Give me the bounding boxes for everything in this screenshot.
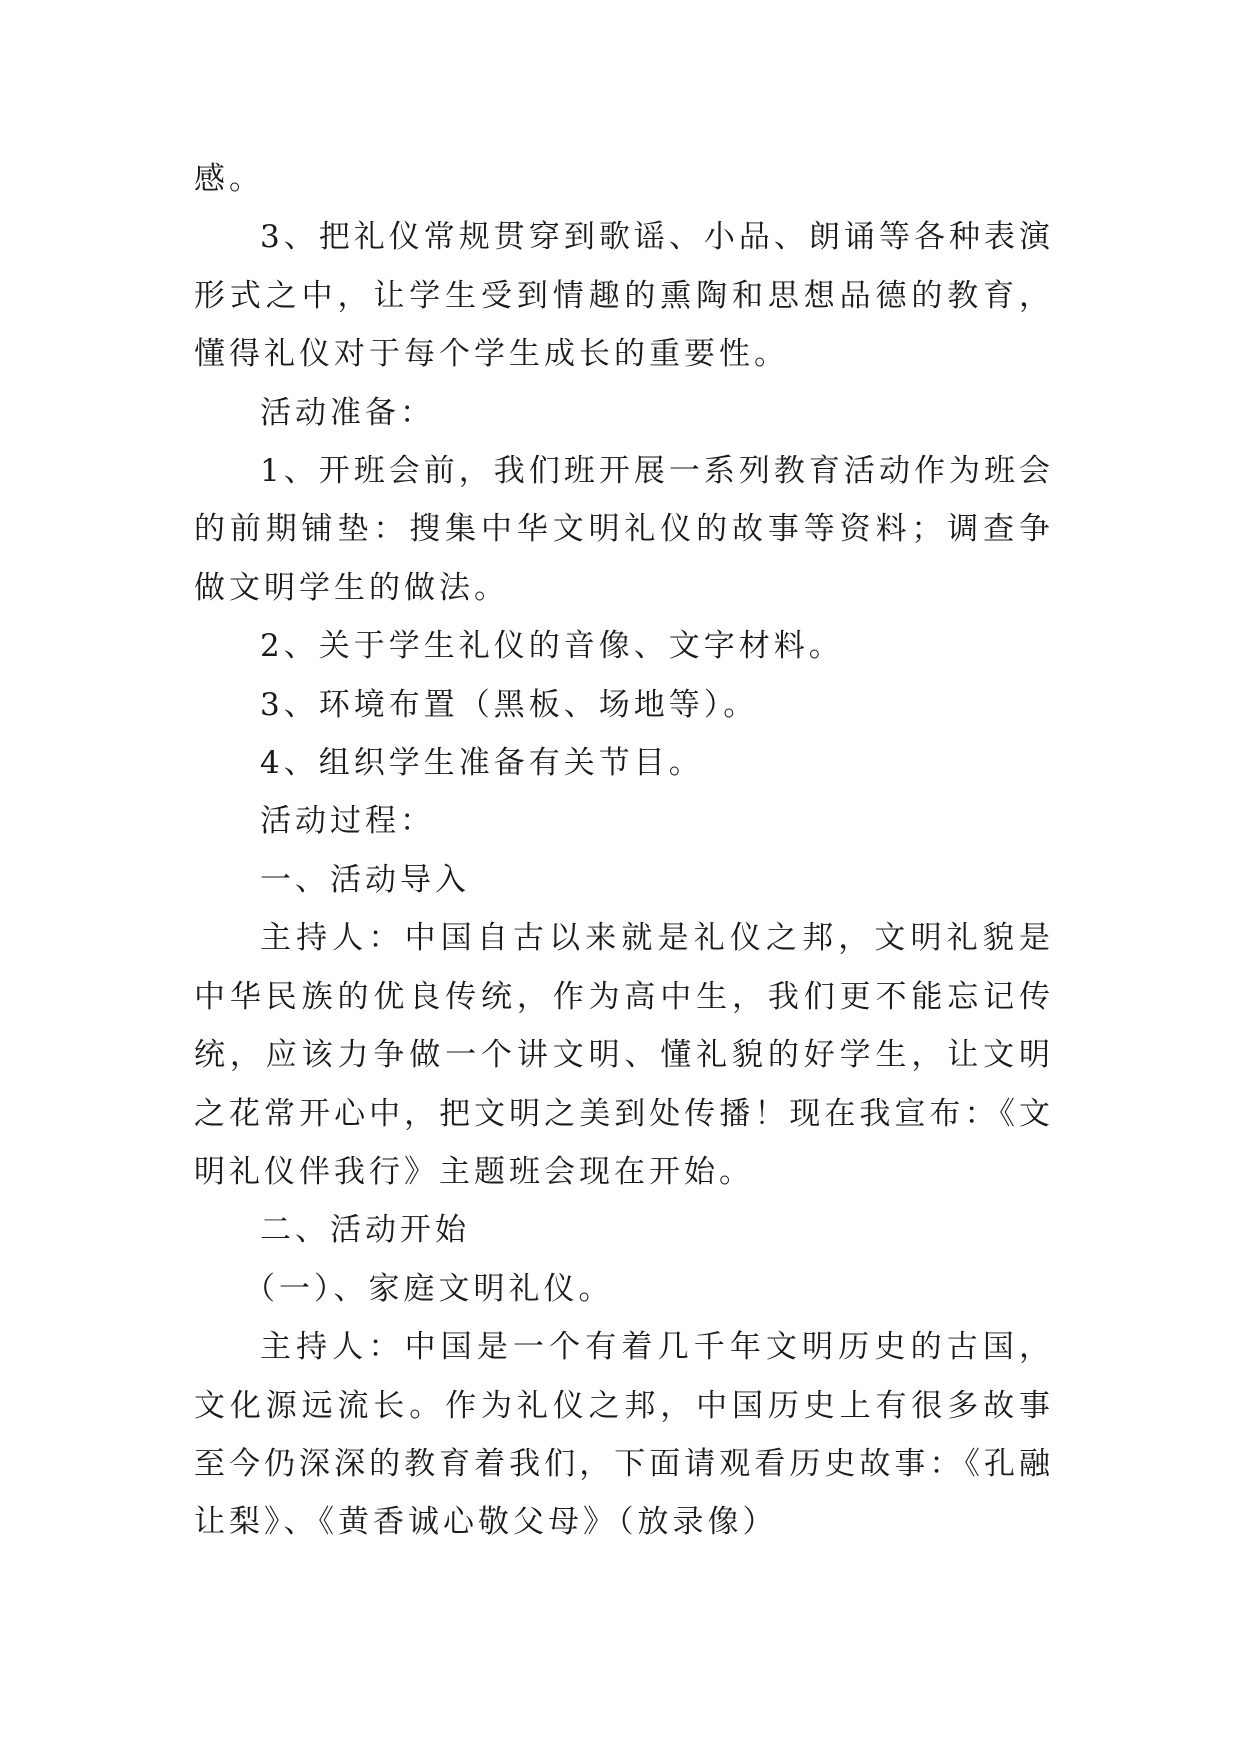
paragraph-host-history: 主持人：中国是一个有着几千年文明历史的古国，文化源远流长。作为礼仪之邦，中国历史上有很多故事至今仍深深的教育着我们，下面请观看历史故事：《孔融让梨》、《黄香诚心敬父母》（放录像）	[194, 1329, 1054, 1541]
paragraph-goal-3: 3、把礼仪常规贯穿到歌谣、小品、朗诵等各种表演形式之中，让学生受到情趣的熏陶和思想品德的教育，懂得礼仪对于每个学生成长的重要性。	[194, 219, 1054, 373]
heading-subsection-family-etiquette: （一）、家庭文明礼仪。	[244, 1270, 614, 1307]
paragraph-preparation-3: 3、环境布置（黑板、场地等）。	[260, 686, 759, 723]
paragraph-preparation-4: 4、组织学生准备有关节目。	[260, 745, 704, 782]
heading-section-start: 二、活动开始	[260, 1212, 470, 1249]
paragraph-continuation: 感。	[194, 161, 264, 197]
heading-activity-process: 活动过程：	[260, 803, 435, 840]
document-body	[194, 150, 1054, 1552]
paragraph-preparation-1: 1、开班会前，我们班开展一系列教育活动作为班会的前期铺垫：搜集中华文明礼仪的故事等资料；调查争做文明学生的做法。	[194, 453, 1054, 606]
heading-section-intro: 一、活动导入	[260, 861, 470, 898]
paragraph-host-intro: 主持人：中国自古以来就是礼仪之邦，文明礼貌是中华民族的优良传统，作为高中生，我们更不能忘记传统，应该力争做一个讲文明、懂礼貌的好学生，让文明之花常开心中，把文明之美到处传播！现在我宣布：《文明礼仪伴我行》主题班会现在开始。	[194, 920, 1054, 1190]
heading-activity-preparation: 活动准备：	[260, 394, 435, 431]
paragraph-preparation-2: 2、关于学生礼仪的音像、文字材料。	[260, 628, 844, 665]
